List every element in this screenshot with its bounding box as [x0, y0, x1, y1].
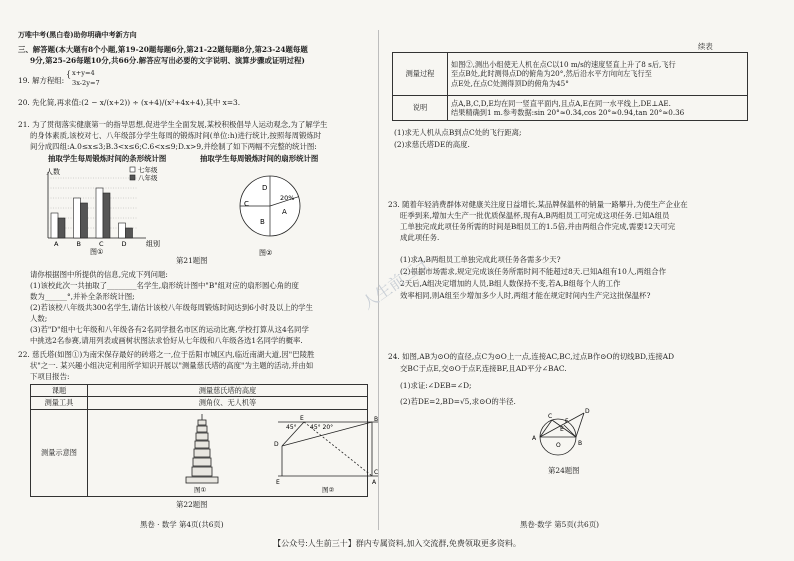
- measure-process-line-2: 至点B处,此时测得点D的俯角为20°,然后沿水平方向向左飞行至: [451, 69, 652, 79]
- q21-after-7: 中挑选2名参赛,请用列表或画树状图法求恰好从七年级和八年级各选1名同学的概率.: [30, 336, 303, 345]
- bar-category-label: A: [54, 240, 59, 248]
- bar-chart-title: 抽取学生每周锻炼时间的条形统计图: [48, 154, 167, 163]
- note-line-1: 点A,B,C,D,E均在同一竖直平面内,且点A,E在同一水平线上,DE⊥AE.: [451, 98, 671, 108]
- svg-text:A: A: [372, 478, 377, 486]
- svg-text:F: F: [565, 418, 569, 425]
- q22-report-table-continued: [392, 52, 748, 121]
- legend-label-1: 八年级: [138, 174, 158, 182]
- pie-annotation: 20%: [280, 194, 295, 202]
- measure-process-text: [448, 53, 748, 96]
- svg-text:E: E: [560, 426, 564, 433]
- svg-text:C: C: [374, 468, 379, 476]
- bar-B-series-0: [74, 198, 81, 238]
- measure-process-line-3: 点E处,在点C处测得顶D的俯角为45°: [451, 78, 569, 88]
- q20-text: 20. 先化简,再求值:(2 − x/(x+2)) ÷ (x+4)/(x²+4x+4),其中 x=3.: [18, 98, 241, 107]
- pagoda-figure: [178, 414, 228, 494]
- footer-left: 黑卷 · 数学 第4页(共6页): [140, 520, 224, 529]
- pie-chart-title: 抽取学生每周锻炼时间的扇形统计图: [200, 154, 319, 163]
- pie-fig-label: 图②: [259, 249, 273, 257]
- measure-process-label: 测量过程: [393, 53, 448, 96]
- svg-text:D: D: [274, 440, 279, 448]
- q21-after-1: 请你根据图中所提供的信息,完成下列问题:: [30, 270, 168, 279]
- q22-line-1: 22. 慈氏塔(如图①)为南宋保存最好的砖塔之一,位于岳阳市城区内,临近南湖大道,因"巴陵胜: [18, 350, 315, 359]
- bar-A-series-0: [51, 213, 58, 238]
- q21-line-2: 的身体素质,该校对七、八年级部分学生每周的锻炼时间(单位:h)进行统计,按照每周锻炼时: [30, 131, 322, 140]
- footer-right: 黑卷·数学 第5页(共6页): [520, 520, 599, 529]
- angle-label-45-20: 45° 20°: [310, 423, 334, 431]
- q23-line-6: (2)根据市场需求,规定完成该任务所需时间不能超过8天.已知A组有10人,两组合作: [400, 267, 667, 276]
- header-left: 万唯中考(黑白卷)助你明确中考新方向: [18, 30, 137, 39]
- bar-D-series-0: [119, 223, 126, 238]
- bar-C-series-0: [96, 188, 103, 238]
- q23-line-7: 2天后,A组决定增加的人员,B组人数保持不变,若A,B组每个人的工作: [400, 279, 621, 288]
- q24-line-1: 24. 如图,AB为⊙O的直径,点C为⊙O上一点,连接AC,BC,过点B作⊙O的切线BD,连接AD: [388, 352, 675, 361]
- legend-label-0: 七年级: [138, 166, 158, 174]
- q21-line-1: 21. 为了贯彻落实健康第一的指导思想,促进学生全面发展,某校积极倡导人运动观念,为了解学生: [18, 120, 328, 129]
- section3-title: 三、解答题(本大题有8个小题,第19-20题每题6分,第21-22题每题8分,第23-24题每题: [18, 45, 308, 54]
- q23-line-5: (1)求A,B两组员工单独完成此项任务各需多少天?: [400, 255, 561, 264]
- q24-line-2: 交BC于点E,交⊙O于点F,连接BF,且AD平分∠BAC.: [400, 364, 567, 373]
- svg-text:B: B: [578, 440, 583, 447]
- q19-eq2: 3x-2y=7: [72, 79, 100, 87]
- pie-marks: [240, 176, 300, 236]
- q19-brace: {: [66, 70, 72, 79]
- q22-line-2: 状"之一. 某兴趣小组决定利用所学知识开展以"测量慈氏塔的高度"为主题的活动,并由如: [30, 361, 314, 370]
- q23-line-2: 旺季到来,增加大生产一批优质保温杯,现有A,B两组员工可完成这项任务.已知A组员: [400, 211, 670, 220]
- bottom-notice: 【公众号:人生前三十】群内专属资料,加入交流群,免费领取更多资料。: [273, 539, 521, 548]
- q24-line-4: (2)若DE=2,BD=√5,求⊙O的半径.: [400, 397, 516, 406]
- bar-category-label: C: [99, 240, 104, 248]
- bar-A-series-1: [58, 218, 65, 238]
- bar-fig-label: 图①: [90, 248, 104, 256]
- q21-after-3: 数为______°,并补全条形统计图;: [30, 292, 135, 301]
- bar-xlabel: 组别: [146, 240, 160, 248]
- bar-C-series-1: [103, 193, 110, 238]
- watermark: 人生前三十: [358, 251, 435, 314]
- q21-after-4: (2)若该校八年级共300名学生,请估计该校八年级每周锻炼时间达到6小时及以上的学生: [30, 303, 313, 312]
- q23-line-3: 工单独完成此项任务所需的时间是B组员工的1.5倍,并由两组合作完成,需要12天可完: [400, 222, 676, 231]
- bar-B-series-1: [81, 203, 88, 238]
- q23-line-4: 成此项任务.: [400, 233, 440, 242]
- bar-chart: [28, 164, 178, 256]
- q19-label: 19. 解方程组:: [18, 76, 65, 85]
- q22-sub-1: (1)求无人机从点B到点C处的飞行距离;: [394, 128, 522, 137]
- q24-line-3: (1)求证:∠DEB=∠D;: [400, 381, 472, 390]
- bar-D-series-1: [126, 228, 133, 238]
- q22-sub-2: (2)求慈氏塔DE的高度.: [394, 140, 470, 149]
- drone-fig-label: 图②: [322, 485, 335, 494]
- q21-fig-caption: 第21题图: [176, 256, 208, 265]
- bar-category-label: B: [76, 240, 81, 248]
- svg-text:E: E: [276, 478, 280, 486]
- pie-slice-label-A: A: [282, 208, 287, 216]
- bar-ylabel: 人数: [46, 168, 60, 176]
- note-line-2: 结果精确到1 m.参考数据:sin 20°≈0.34,cos 20°≈0.94,tan 20°≈0.36: [451, 108, 685, 117]
- circle-geometry-figure: [530, 405, 590, 465]
- q22-row-tools-label: 测量工具: [31, 397, 88, 409]
- pagoda-fig-label: 图①: [194, 485, 207, 494]
- q19-eq1: x+y=4: [72, 69, 95, 77]
- q22-row-diagram-cell: [88, 409, 379, 496]
- q24-fig-caption: 第24题图: [548, 466, 580, 475]
- svg-text:D: D: [585, 408, 590, 415]
- note-label: 说明: [393, 96, 448, 121]
- svg-text:A: A: [532, 435, 537, 442]
- legend-swatch-0: [130, 167, 135, 172]
- bar-marks: [51, 188, 133, 248]
- bar-legend: [130, 165, 158, 182]
- measure-process-line-1: 如图②,测出小组使无人机在点C以10 m/s的速度竖直上升了8 s后,飞行: [451, 59, 676, 69]
- q22-row-tools-value: 测角仪、无人机等: [88, 397, 368, 409]
- legend-swatch-1: [130, 175, 135, 180]
- q22-fig-caption: 第22题图: [176, 500, 208, 509]
- note-text: [448, 96, 748, 121]
- q23-line-1: 23. 随着年轻消费群体对健康关注度日益增长,某品牌保温杯的销量一路攀升,为使生产企业在: [388, 200, 688, 209]
- svg-text:C: C: [548, 413, 553, 420]
- pie-slice-label-B: B: [260, 218, 265, 226]
- q22-row-topic-value: 测量慈氏塔的高度: [88, 385, 368, 397]
- svg-text:B: B: [374, 415, 379, 423]
- q21-line-3: 间分成四组:A.0≤x≤3;B.3<x≤6;C.6<x≤9;D.x>9,并绘制了如下两幅不完整的统计图:: [30, 142, 317, 151]
- q21-after-6: (3)若"D"组中七年级和八年级各有2名同学报名市区的运动比赛,学校打算从这4名同学: [30, 325, 309, 334]
- q21-after-5: 人数;: [30, 314, 48, 323]
- bar-category-label: D: [121, 240, 127, 248]
- angle-label-45: 45°: [286, 423, 297, 431]
- svg-text:E: E: [300, 414, 304, 422]
- pie-chart: [232, 170, 312, 258]
- q22-report-table: [30, 384, 379, 497]
- header-right: 续表: [698, 42, 713, 51]
- q23-line-8: 效率相同,则A组至少增加多少人时,两组才能在规定时间内生产完这批保温杯?: [400, 291, 651, 300]
- q22-row-topic-label: 课题: [31, 385, 88, 397]
- q22-line-3: 下项目报告:: [30, 372, 70, 381]
- q22-row-diagram-label: 测量示意图: [31, 409, 88, 496]
- q21-after-2: (1)该校此次一共抽取了________名学生,扇形统计图中"B"组对应的扇形圆心角的度: [30, 281, 299, 290]
- svg-text:O: O: [556, 442, 561, 449]
- section3-line2: 9分,第25-26每题10分,共66分.解答应写出必要的文字说明、演算步骤或证明过程): [30, 56, 305, 65]
- pie-slice-label-D: D: [262, 184, 268, 192]
- drone-geometry-figure: [268, 414, 388, 494]
- pie-slice-label-C: C: [244, 200, 249, 208]
